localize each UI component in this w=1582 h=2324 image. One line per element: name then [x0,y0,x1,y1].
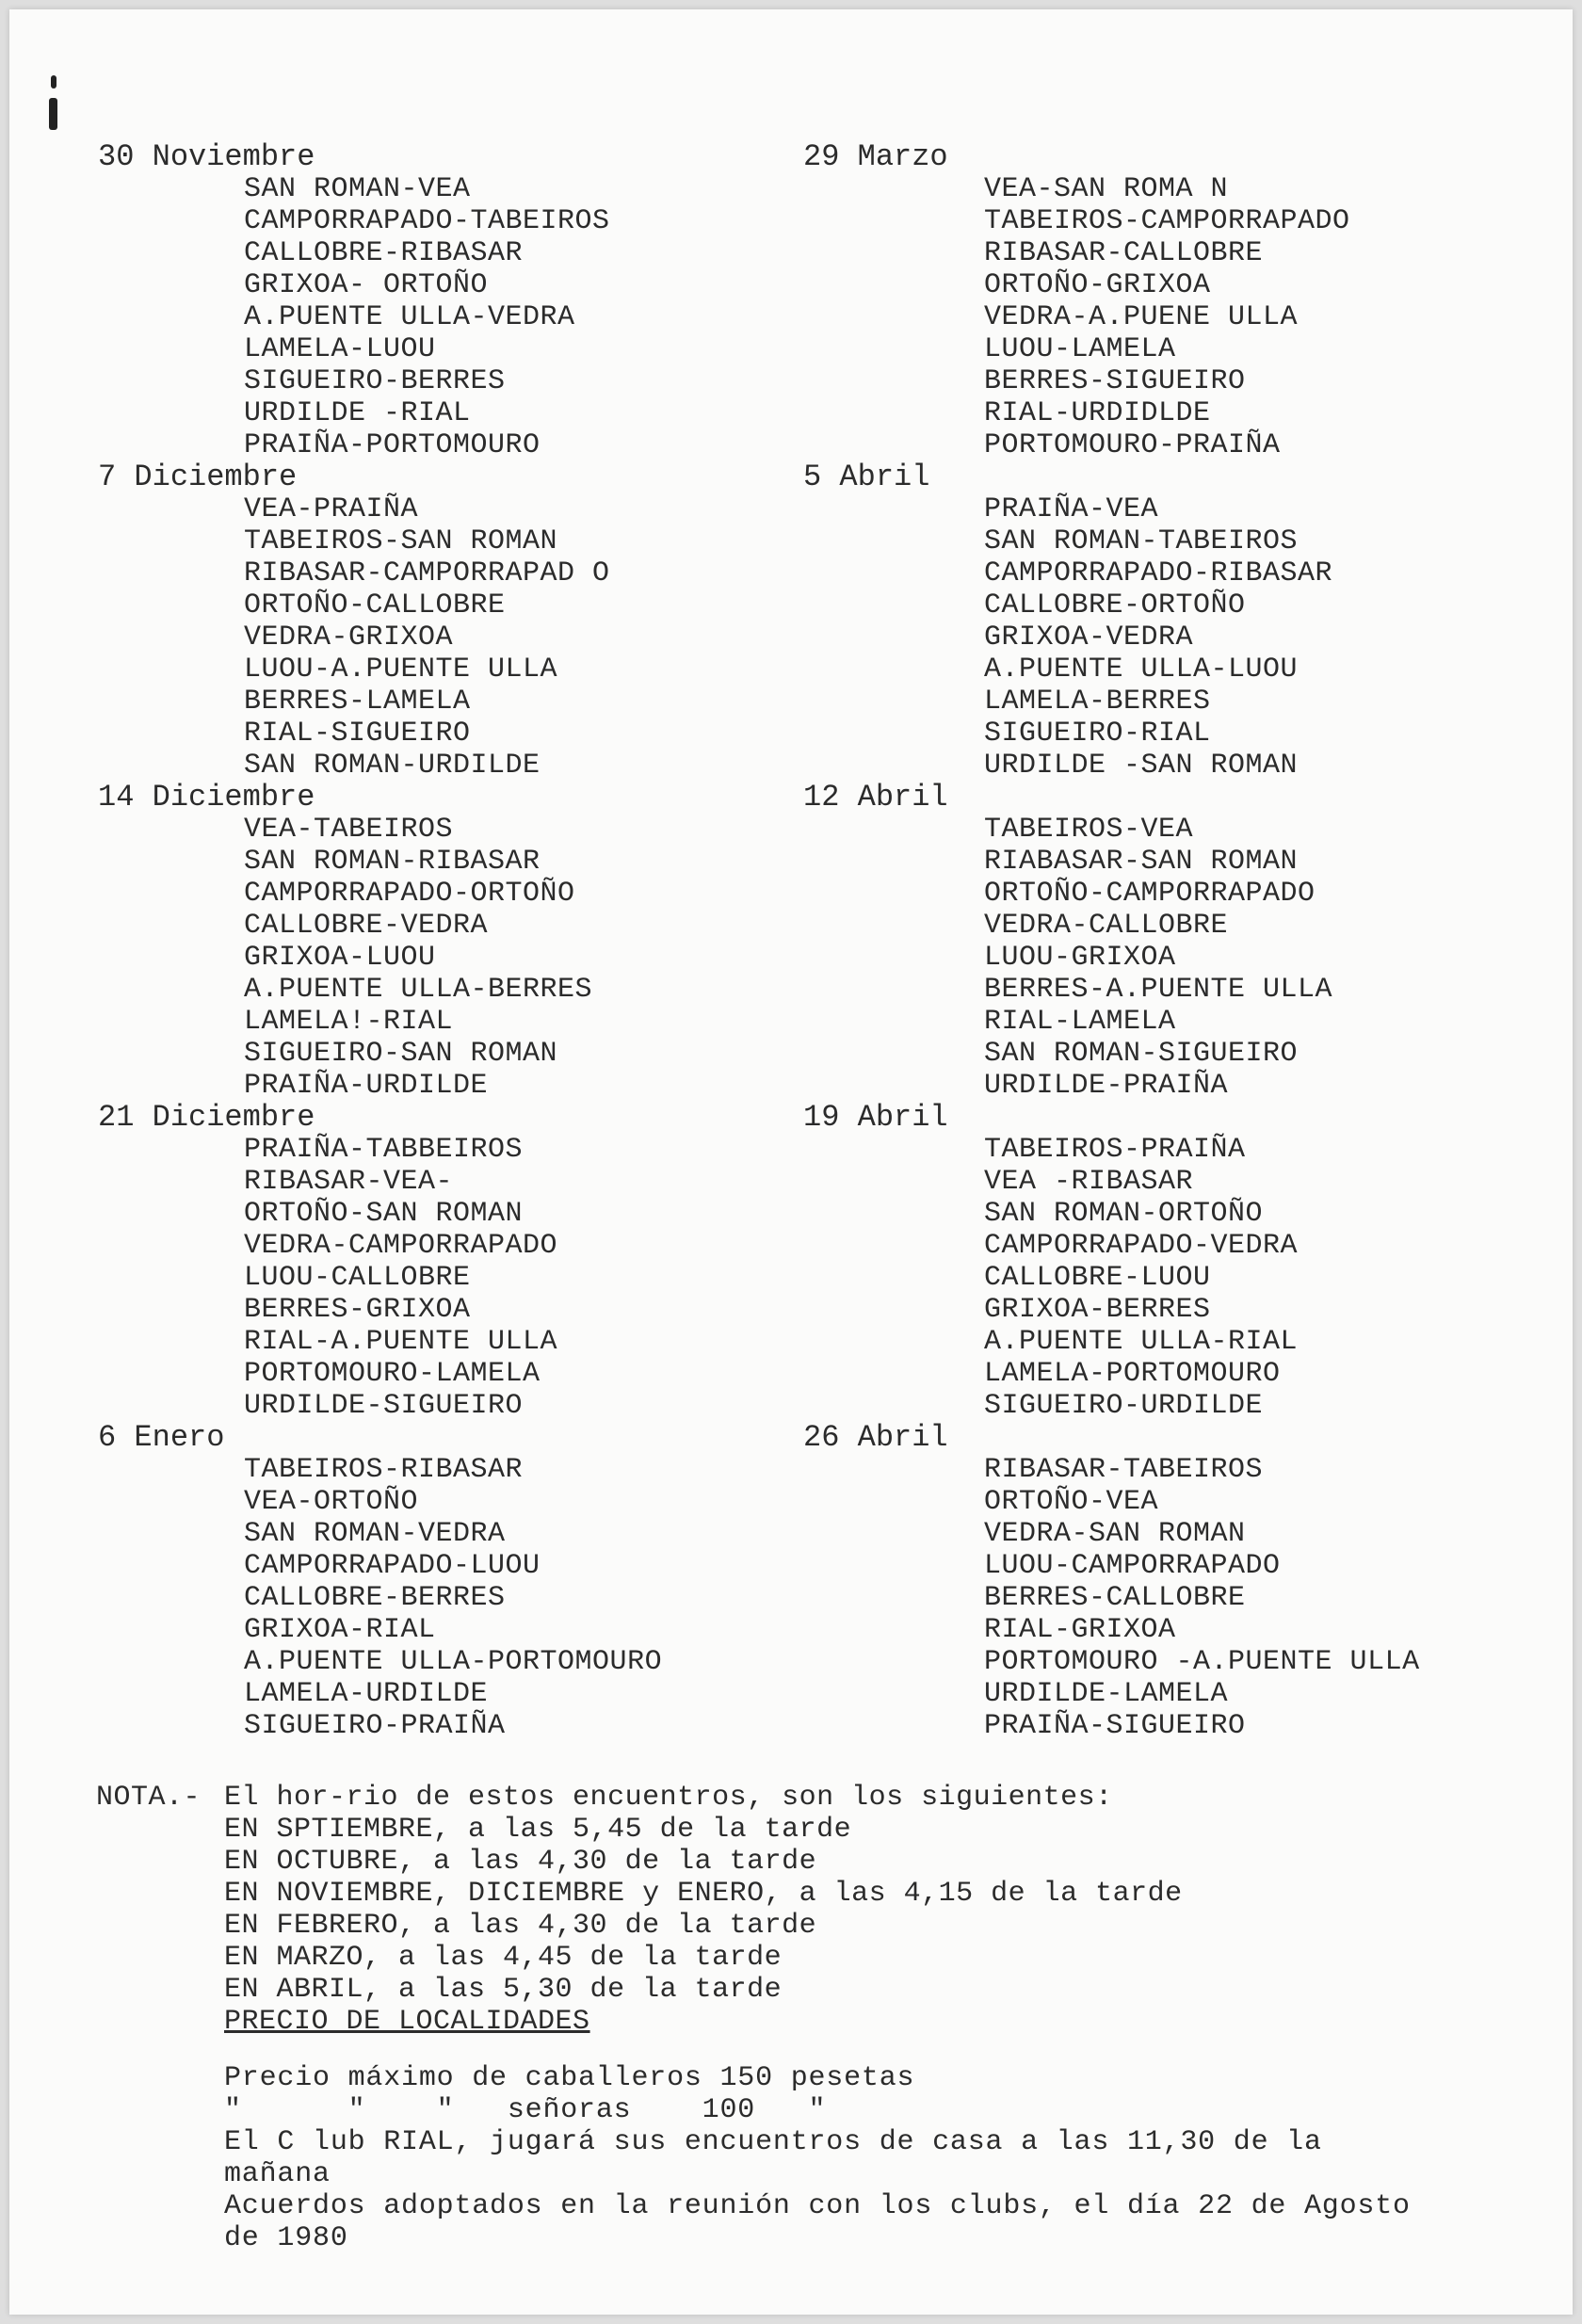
round-block [796,1102,1530,1422]
match-line: CAMPORRAPADO-ORTOÑO [244,878,575,910]
match-line: VEDRA-A.PUENE ULLA [984,301,1299,333]
match-line: SIGUEIRO-BERRES [244,365,506,397]
match-line: A.PUENTE ULLA-BERRES [244,974,593,1006]
horario-line: EN FEBRERO, a las 4,30 de la tarde [224,1910,817,1942]
round-block [98,141,814,461]
match-line: PORTOMOURO -A.PUENTE ULLA [984,1646,1420,1678]
round-block [98,782,814,1102]
match-line: PRAIÑA-URDILDE [244,1070,489,1102]
match-line: GRIXOA-RIAL [244,1614,436,1646]
match-line: LUOU-CAMPORRAPADO [984,1550,1281,1582]
match-line: CALLOBRE-VEDRA [244,910,489,942]
match-line: PRAIÑA-VEA [984,493,1159,525]
horario-line: EN NOVIEMBRE, DICIEMBRE y ENERO, a las 4,15 de la tarde [224,1878,1183,1910]
match-line: VEA-SAN ROMA N [984,173,1229,205]
match-line: RIAL-GRIXOA [984,1614,1176,1646]
round-block [796,141,1530,461]
match-line: TABEIROS-VEA [984,814,1194,846]
round-date: 29 Marzo [803,139,948,174]
match-line: RIAL-A.PUENTE ULLA [244,1326,558,1358]
match-list [244,1454,814,1742]
match-line: SAN ROMAN-ORTOÑO [984,1198,1264,1230]
match-line: ORTOÑO-GRIXOA [984,269,1211,301]
match-line: VEDRA-SAN ROMAN [984,1518,1246,1550]
round-block [796,1422,1530,1742]
horario-line: EN ABRIL, a las 5,30 de la tarde [224,1974,783,2006]
match-line: SAN ROMAN-URDILDE [244,750,541,782]
match-line: TABEIROS-RIBASAR [244,1454,524,1486]
match-list [244,493,814,782]
match-line: SIGUEIRO-PRAIÑA [244,1710,506,1742]
match-list [984,1454,1530,1742]
round-block [98,1422,814,1742]
round-date: 26 Abril [803,1420,948,1455]
round-block [796,461,1530,782]
match-line: VEDRA-CAMPORRAPADO [244,1230,558,1262]
match-line: SIGUEIRO-URDILDE [984,1390,1264,1422]
match-line: VEDRA-CALLOBRE [984,910,1229,942]
match-line: VEA-TABEIROS [244,814,454,846]
round-date: 19 Abril [803,1100,948,1135]
match-line: RIAL-SIGUEIRO [244,718,471,750]
match-line: RIBASAR-TABEIROS [984,1454,1264,1486]
match-line: GRIXOA- ORTOÑO [244,269,489,301]
match-line: PORTOMOURO-PRAIÑA [984,429,1281,461]
match-line: A.PUENTE ULLA-VEDRA [244,301,575,333]
match-line: SAN ROMAN-TABEIROS [984,525,1299,557]
acuerdos-year: de 1980 [224,2222,348,2254]
match-line: A.PUENTE ULLA-RIAL [984,1326,1299,1358]
match-line: CALLOBRE-ORTOÑO [984,589,1246,621]
match-line: VEA -RIBASAR [984,1166,1194,1198]
precios-section [224,2062,1411,2254]
match-line: URDILDE -SAN ROMAN [984,750,1299,782]
match-list [984,493,1530,782]
match-line: CALLOBRE-LUOU [984,1262,1211,1294]
horario-list [96,1814,1527,2006]
match-line: VEA-PRAIÑA [244,493,419,525]
match-line: BERRES-GRIXOA [244,1294,471,1326]
match-line: RIAL-URDIDLDE [984,397,1211,429]
match-list [244,814,814,1102]
match-line: ORTOÑO-CALLOBRE [244,589,506,621]
match-line: GRIXOA-LUOU [244,942,436,974]
match-line: LAMELA-LUOU [244,333,436,365]
match-line: SAN ROMAN-VEA [244,173,471,205]
match-line: LUOU-CALLOBRE [244,1262,471,1294]
match-line: CAMPORRAPADO-LUOU [244,1550,541,1582]
match-line: PORTOMOURO-LAMELA [244,1358,541,1390]
precio-senoras: " " " señoras 100 " [224,2094,827,2126]
match-line: CAMPORRAPADO-TABEIROS [244,205,610,237]
match-list [244,173,814,461]
match-line: URDILDE-LAMELA [984,1678,1229,1710]
match-line: PRAIÑA-TABBEIROS [244,1134,524,1166]
match-list [984,1134,1530,1422]
match-line: ORTOÑO-CAMPORRAPADO [984,878,1316,910]
match-line: SIGUEIRO-SAN ROMAN [244,1038,558,1070]
horario-line: EN SPTIEMBRE, a las 5,45 de la tarde [224,1814,852,1846]
nota-intro: El hor-rio de estos encuentros, son los siguientes: [224,1782,1113,1814]
nota-section [96,1782,1527,2038]
club-rial-note-cont: mañana [224,2158,331,2190]
match-line: LAMELA-PORTOMOURO [984,1358,1281,1390]
match-line: GRIXOA-BERRES [984,1294,1211,1326]
match-line: SAN ROMAN-SIGUEIRO [984,1038,1299,1070]
round-date: 30 Noviembre [98,139,315,174]
match-line: CALLOBRE-RIBASAR [244,237,524,269]
match-line: LUOU-LAMELA [984,333,1176,365]
match-line: A.PUENTE ULLA-PORTOMOURO [244,1646,663,1678]
match-line: BERRES-LAMELA [244,686,471,718]
match-line: GRIXOA-VEDRA [984,621,1194,654]
match-line: URDILDE-SIGUEIRO [244,1390,524,1422]
match-line: CAMPORRAPADO-RIBASAR [984,557,1333,589]
match-line: URDILDE -RIAL [244,397,471,429]
match-line: LUOU-GRIXOA [984,942,1176,974]
match-line: VEA-ORTOÑO [244,1486,419,1518]
horario-line: EN MARZO, a las 4,45 de la tarde [224,1942,783,1974]
match-line: VEDRA-GRIXOA [244,621,454,654]
precio-heading-line [224,2006,1527,2038]
match-line: LUOU-A.PUENTE ULLA [244,654,558,686]
match-line: RIBASAR-CAMPORRAPAD O [244,557,610,589]
club-rial-note: El C lub RIAL, jugará sus encuentros de casa a las 11,30 de la [224,2126,1322,2158]
match-line: SAN ROMAN-VEDRA [244,1518,506,1550]
match-line: LAMELA-URDILDE [244,1678,489,1710]
round-date: 5 Abril [803,460,930,494]
match-line: SIGUEIRO-RIAL [984,718,1211,750]
match-line: RIAL-LAMELA [984,1006,1176,1038]
match-line: RIBASAR-CALLOBRE [984,237,1264,269]
match-line: PRAIÑA-SIGUEIRO [984,1710,1246,1742]
round-block [98,1102,814,1422]
round-date: 12 Abril [803,780,948,815]
round-block [796,782,1530,1102]
match-line: SAN ROMAN-RIBASAR [244,846,541,878]
match-line: LAMELA-BERRES [984,686,1211,718]
match-line: TABEIROS-CAMPORRAPADO [984,205,1350,237]
nota-label: NOTA.- [96,1782,202,1814]
binding-mark [49,75,58,153]
horario-line: EN OCTUBRE, a las 4,30 de la tarde [224,1846,817,1878]
match-list [244,1134,814,1422]
match-list [984,173,1530,461]
match-line: BERRES-SIGUEIRO [984,365,1246,397]
match-line: LAMELA!-RIAL [244,1006,454,1038]
round-date: 21 Diciembre [98,1100,315,1135]
match-line: PRAIÑA-PORTOMOURO [244,429,541,461]
match-list [984,814,1530,1102]
round-date: 7 Diciembre [98,460,298,494]
match-line: ORTOÑO-SAN ROMAN [244,1198,524,1230]
match-line: ORTOÑO-VEA [984,1486,1159,1518]
round-block [98,461,814,782]
acuerdos-note: Acuerdos adoptados en la reunión con los clubs, el día 22 de Agosto [224,2190,1411,2222]
match-line: URDILDE-PRAIÑA [984,1070,1229,1102]
precio-heading: PRECIO DE LOCALIDADES [224,2006,590,2038]
match-line: A.PUENTE ULLA-LUOU [984,654,1299,686]
match-line: TABEIROS-SAN ROMAN [244,525,558,557]
nota-intro-line [96,1782,1527,1814]
round-date: 14 Diciembre [98,780,315,815]
match-line: BERRES-A.PUENTE ULLA [984,974,1333,1006]
match-line: RIABASAR-SAN ROMAN [984,846,1299,878]
document-page [9,9,1573,2315]
match-line: RIBASAR-VEA- [244,1166,454,1198]
precio-caballeros: Precio máximo de caballeros 150 pesetas [224,2062,915,2094]
match-line: TABEIROS-PRAIÑA [984,1134,1246,1166]
left-column-schedule [98,141,814,1742]
match-line: BERRES-CALLOBRE [984,1582,1246,1614]
round-date: 6 Enero [98,1420,225,1455]
right-column-schedule [796,141,1530,1742]
match-line: CAMPORRAPADO-VEDRA [984,1230,1299,1262]
match-line: CALLOBRE-BERRES [244,1582,506,1614]
